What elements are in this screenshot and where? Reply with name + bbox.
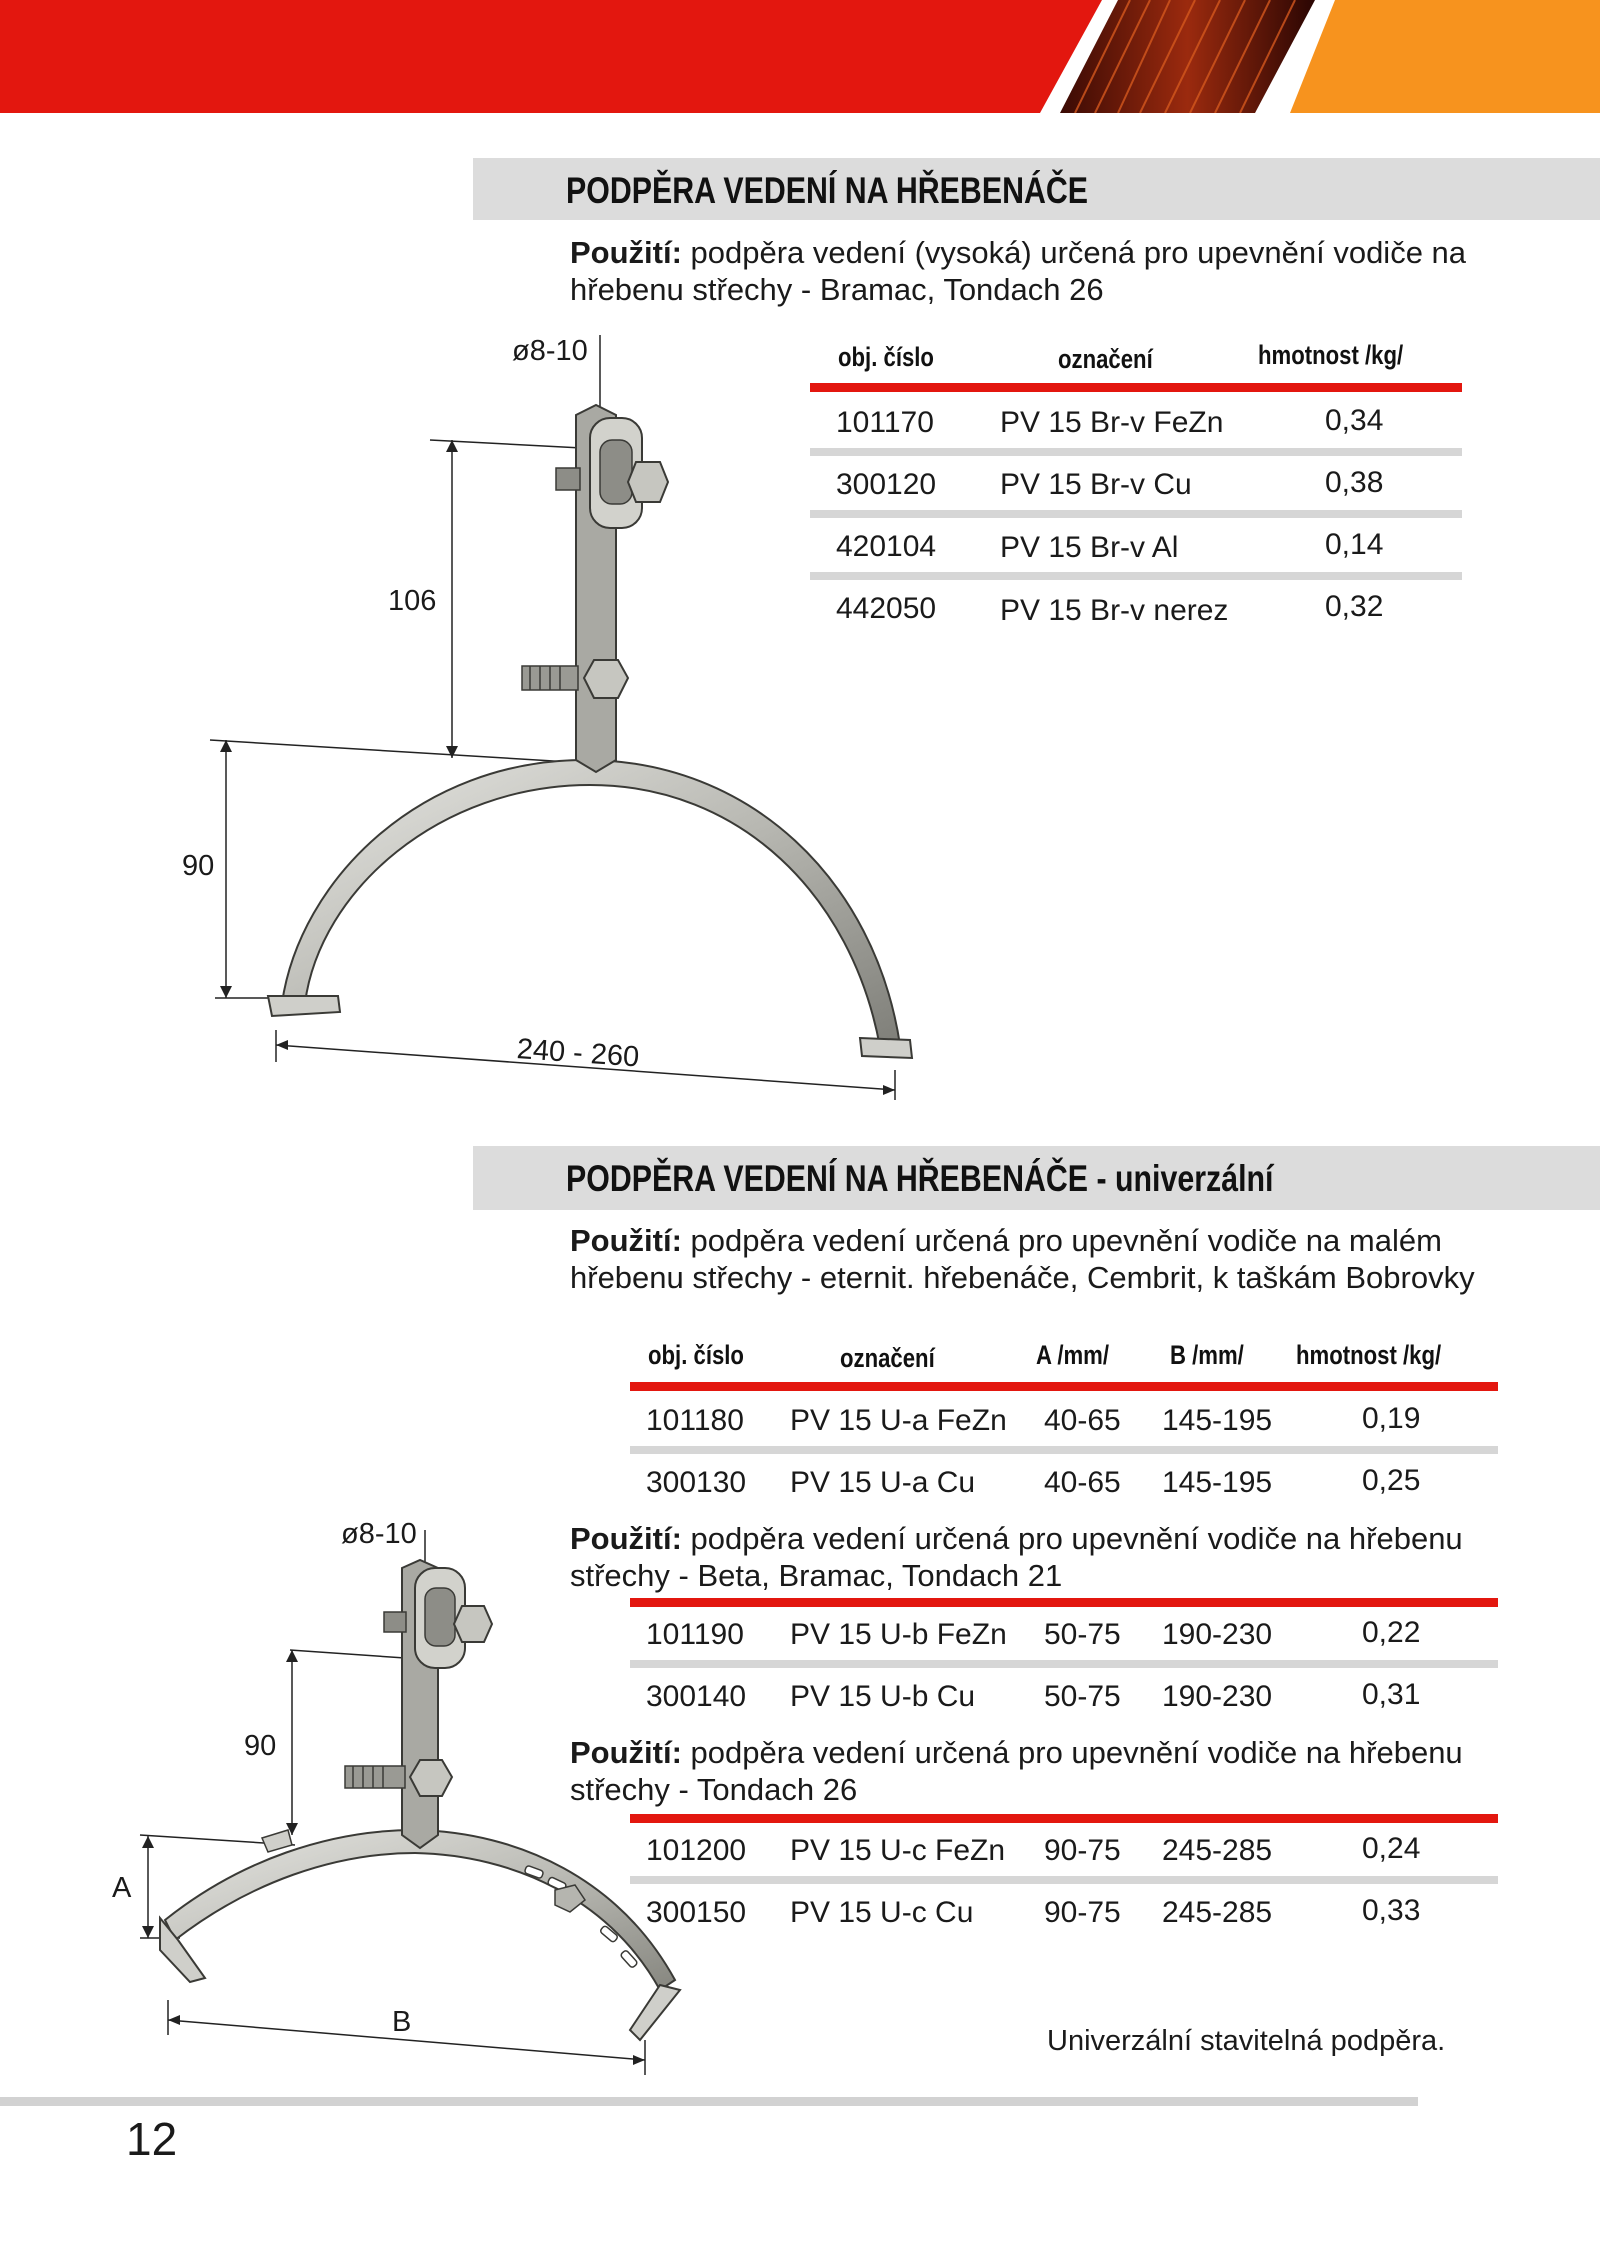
table2-header-a: A /mm/	[1036, 1340, 1109, 1370]
cell-b: 145-195	[1162, 1466, 1273, 1499]
dim-height: 106	[388, 585, 437, 617]
cell-b: 245-285	[1162, 1896, 1273, 1929]
row-divider	[630, 1660, 1498, 1668]
section2-title	[566, 1158, 1273, 1200]
cell-name: PV 15 U-a Cu	[790, 1466, 976, 1499]
header-red-band	[0, 0, 1102, 113]
dim2-hole-diameter: ø8-10	[341, 1518, 417, 1550]
cell-b: 145-195	[1162, 1404, 1273, 1437]
cell-code: 420104	[836, 530, 937, 563]
cell-weight: 0,34	[1325, 404, 1384, 437]
cell-weight: 0,19	[1362, 1402, 1421, 1435]
cell-weight: 0,33	[1362, 1894, 1421, 1927]
cell-name: PV 15 U-a FeZn	[790, 1404, 1007, 1437]
header-banner	[0, 0, 1600, 113]
usage-text: podpěra vedení určená pro upevnění vodiče na hřebenu střechy - Tondach 26	[570, 1735, 1463, 1807]
usage-text: podpěra vedení určená pro upevnění vodiče na malém hřebenu střechy - eternit. hřebenáče, Cembrit, k taškám Bobrovky	[570, 1223, 1475, 1295]
cell-a: 50-75	[1044, 1680, 1121, 1713]
footer-rule	[0, 2097, 1418, 2106]
cell-name: PV 15 U-b Cu	[790, 1680, 976, 1713]
cell-name: PV 15 Br-v Al	[1000, 531, 1179, 564]
usage-label: Použití:	[570, 1223, 682, 1258]
cell-name: PV 15 Br-v FeZn	[1000, 406, 1224, 439]
cell-weight: 0,38	[1325, 466, 1384, 499]
table1-header-name: označení	[1058, 344, 1153, 374]
dim-width: 240 - 260	[515, 1033, 641, 1074]
table1-header-code: obj. číslo	[838, 342, 934, 372]
cell-weight: 0,24	[1362, 1832, 1421, 1865]
table2-header-weight: hmotnost /kg/	[1296, 1340, 1442, 1370]
cell-name: PV 15 U-c Cu	[790, 1896, 974, 1929]
group-c-rule	[630, 1814, 1498, 1823]
dim2-height: 90	[244, 1730, 277, 1762]
cell-a: 90-75	[1044, 1896, 1121, 1929]
table2-header-rule	[630, 1382, 1498, 1391]
cell-code: 101170	[836, 406, 934, 439]
dim-hole-diameter: ø8-10	[512, 335, 588, 367]
dim-arc-height: 90	[182, 850, 215, 882]
cell-weight: 0,32	[1325, 590, 1384, 623]
usage-label: Použití:	[570, 235, 682, 270]
page-number: 12	[126, 2113, 178, 2165]
section2-title-main: PODPĚRA VEDENÍ NA HŘEBENÁČE	[566, 1158, 1089, 1199]
cell-code: 101180	[646, 1404, 744, 1437]
section1-title: PODPĚRA VEDENÍ NA HŘEBENÁČE	[566, 170, 1089, 211]
cell-name: PV 15 Br-v Cu	[1000, 468, 1192, 501]
cell-weight: 0,22	[1362, 1616, 1421, 1649]
ridge-support-high-drawing	[0, 320, 960, 1120]
cell-a: 50-75	[1044, 1618, 1121, 1651]
row-divider	[630, 1446, 1498, 1454]
cell-a: 40-65	[1044, 1466, 1121, 1499]
dim2-a: A	[112, 1872, 132, 1904]
cell-code: 300140	[646, 1680, 747, 1713]
dim2-b: B	[392, 2006, 412, 2038]
cell-name: PV 15 U-c FeZn	[790, 1834, 1006, 1867]
section2-title-suffix: - univerzální	[1088, 1158, 1274, 1199]
cell-b: 190-230	[1162, 1618, 1273, 1651]
section2-usage-a	[570, 1222, 1530, 1296]
table1-header-weight: hmotnost /kg/	[1258, 340, 1404, 370]
table2-header-name: označení	[840, 1343, 935, 1373]
table2-header-code: obj. číslo	[648, 1340, 744, 1370]
cell-code: 300120	[836, 468, 937, 501]
cell-code: 101190	[646, 1618, 744, 1651]
cell-weight: 0,14	[1325, 528, 1384, 561]
cell-code: 101200	[646, 1834, 747, 1867]
cell-b: 190-230	[1162, 1680, 1273, 1713]
row-divider	[630, 1876, 1498, 1884]
header-orange-band	[1290, 0, 1600, 113]
usage-text: podpěra vedení (vysoká) určená pro upevnění vodiče na hřebenu střechy - Bramac, Tondach 26	[570, 235, 1467, 307]
cell-name: PV 15 U-b FeZn	[790, 1618, 1007, 1651]
cell-a: 40-65	[1044, 1404, 1121, 1437]
ridge-support-universal-drawing	[0, 1520, 720, 2090]
cell-code: 300130	[646, 1466, 747, 1499]
cell-b: 245-285	[1162, 1834, 1273, 1867]
cell-a: 90-75	[1044, 1834, 1121, 1867]
cell-weight: 0,31	[1362, 1678, 1421, 1711]
universal-note: Univerzální stavitelná podpěra.	[1047, 2025, 1446, 2057]
table2-header-b: B /mm/	[1170, 1340, 1244, 1370]
usage-label: Použití:	[570, 1735, 682, 1770]
section1-usage	[570, 234, 1510, 308]
group-b-rule	[630, 1598, 1498, 1607]
usage-text: podpěra vedení určená pro upevnění vodiče na hřebenu střechy - Beta, Bramac, Tondach 21	[570, 1521, 1463, 1593]
cell-code: 442050	[836, 592, 937, 625]
cell-name: PV 15 Br-v nerez	[1000, 594, 1229, 627]
cell-code: 300150	[646, 1896, 747, 1929]
cell-weight: 0,25	[1362, 1464, 1421, 1497]
usage-label: Použití:	[570, 1521, 682, 1556]
